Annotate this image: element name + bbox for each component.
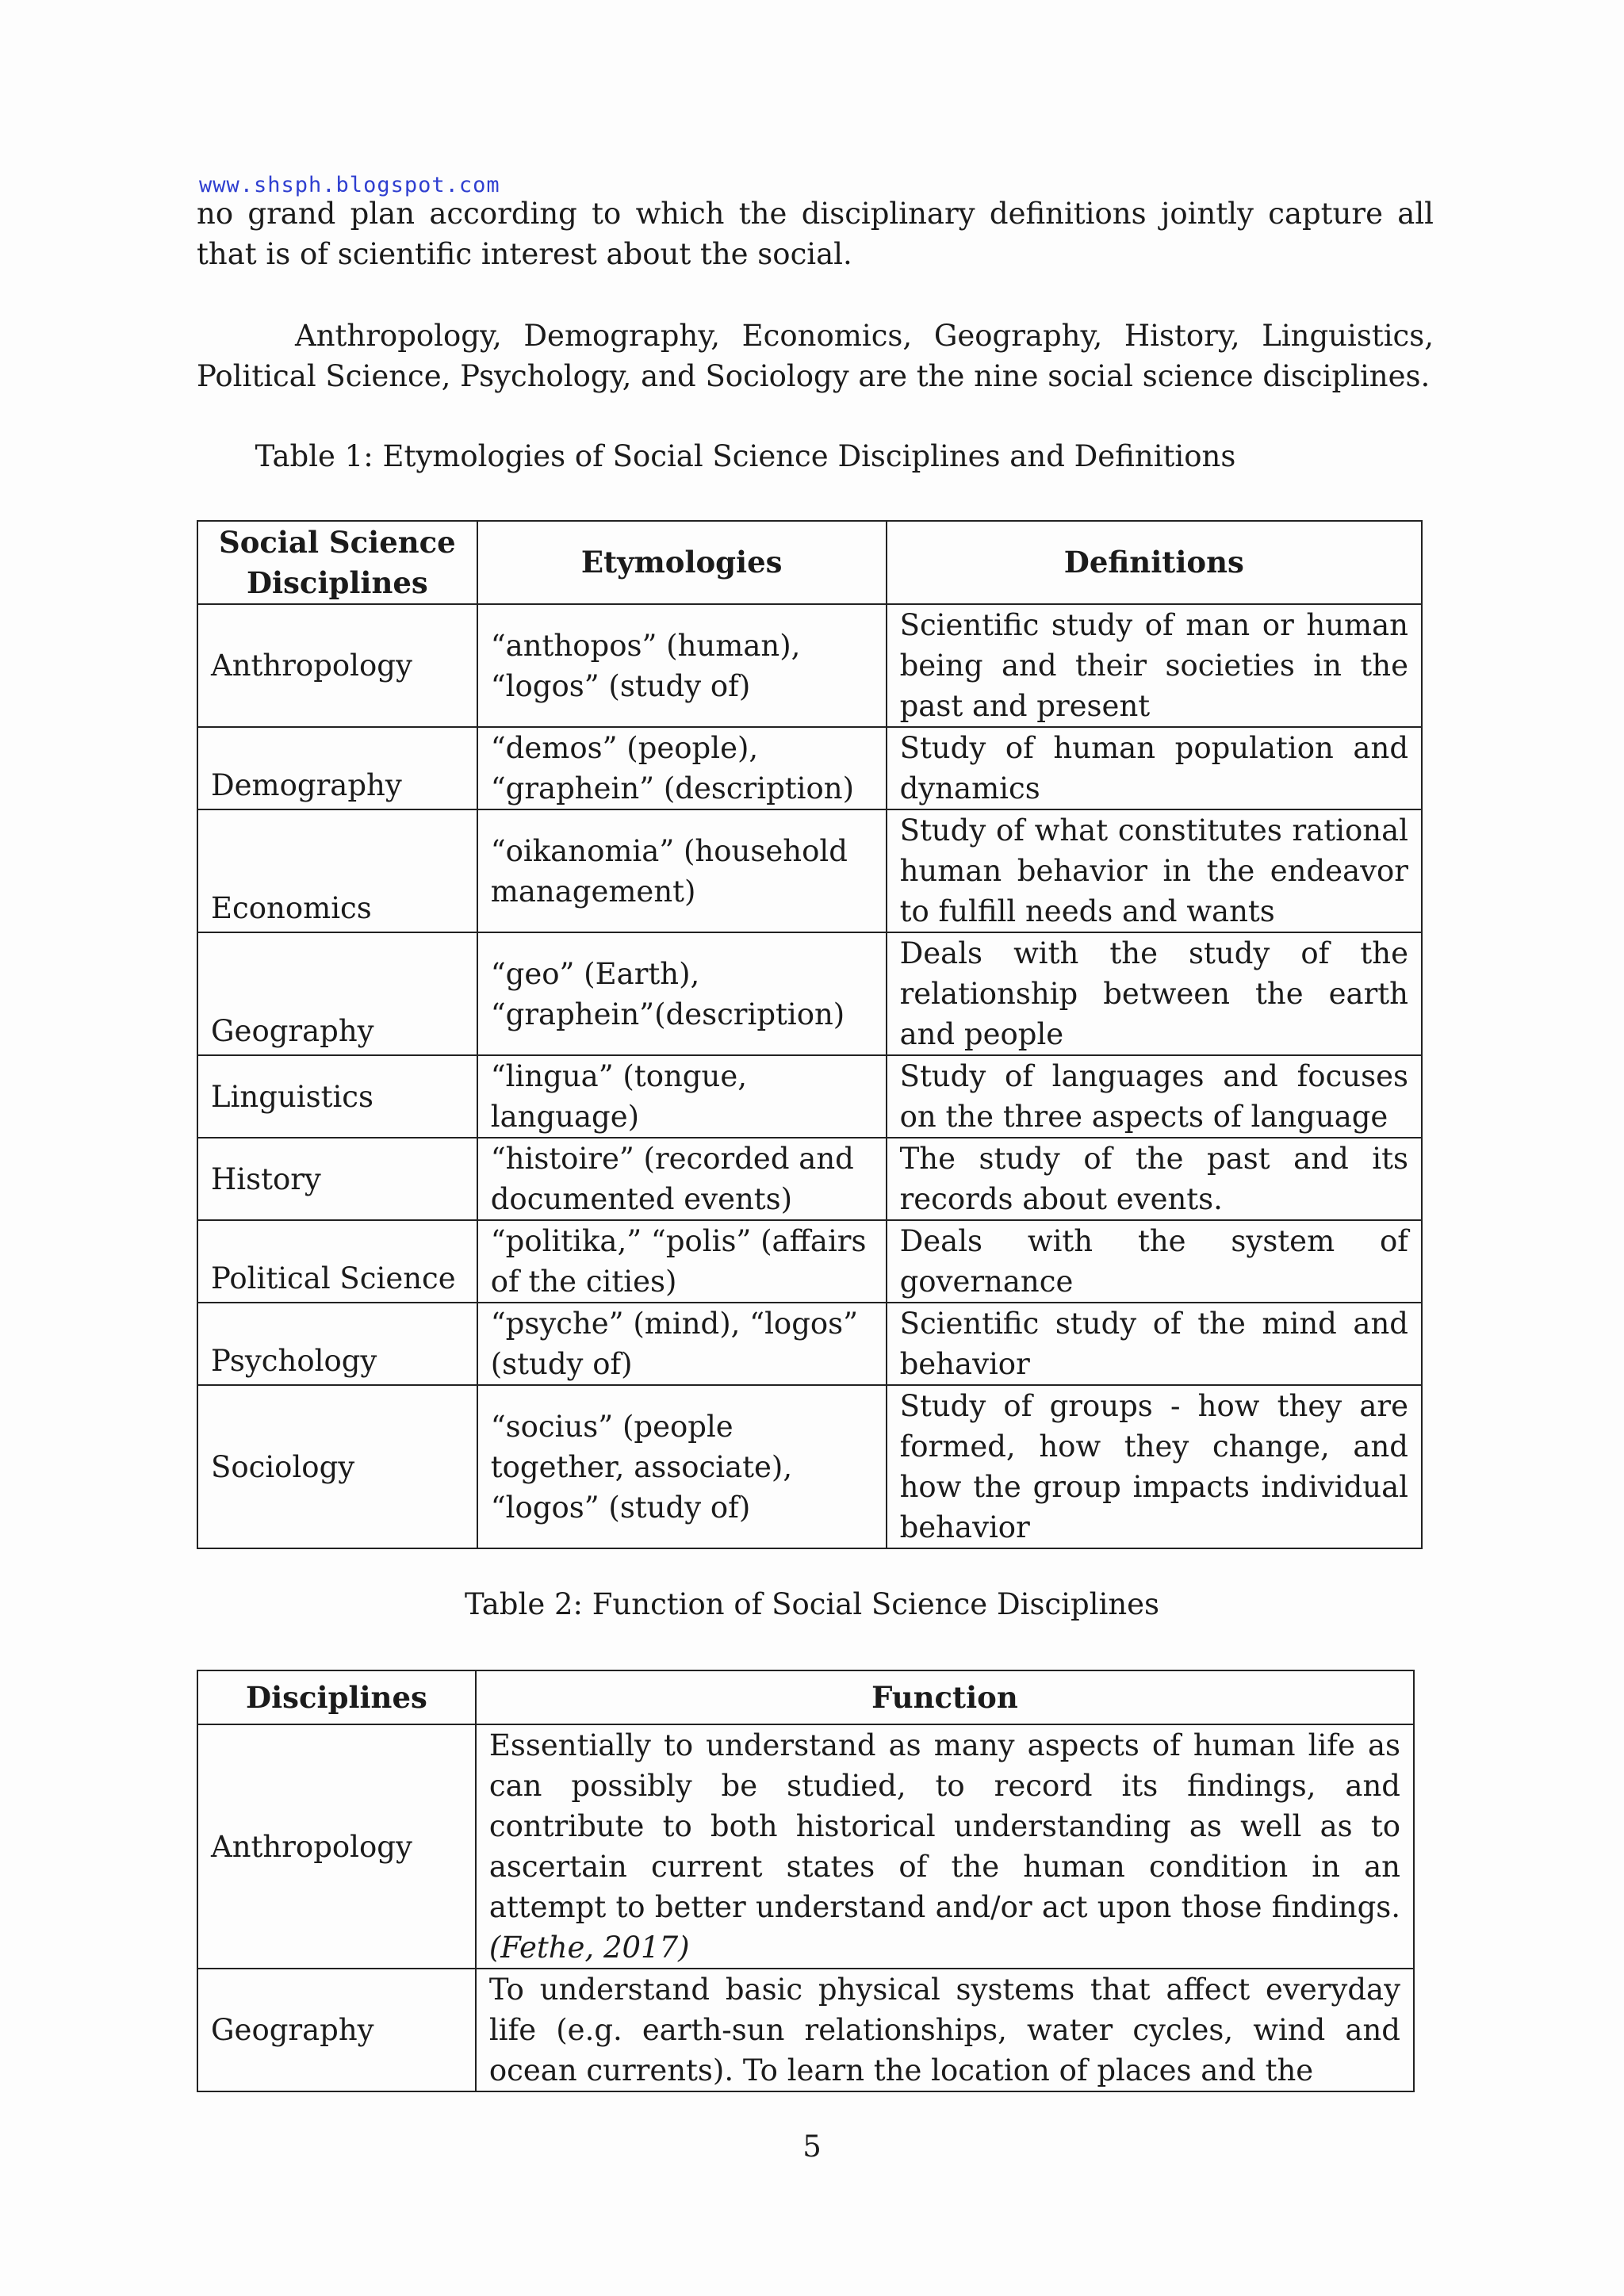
discipline-cell: Linguistics — [197, 1055, 477, 1138]
definition-cell: Scientific study of man or human being and their societies in the past and present — [887, 604, 1422, 727]
discipline-cell: History — [197, 1138, 477, 1220]
table-row — [197, 1724, 1414, 1969]
etymology-cell: “histoire” (recorded and documented events) — [477, 1138, 887, 1220]
header-etymologies: Etymologies — [477, 521, 887, 604]
header-disciplines: Disciplines — [197, 1670, 476, 1724]
etymology-cell: “demos” (people), “graphein” (description) — [477, 727, 887, 809]
definition-cell: The study of the past and its records about events. — [887, 1138, 1422, 1220]
page-number: 5 — [802, 2130, 822, 2164]
definition-cell: Scientific study of the mind and behavior — [887, 1303, 1422, 1385]
table-row — [197, 1303, 1422, 1385]
header-disciplines: Social Science Disciplines — [197, 521, 477, 604]
etymology-cell: “politika,” “polis” (affairs of the cities) — [477, 1220, 887, 1303]
table-header-row — [197, 1670, 1414, 1724]
definition-cell: Study of what constitutes rational human behavior in the endeavor to fulfill needs and wants — [887, 809, 1422, 932]
function-table — [197, 1670, 1415, 2092]
etymology-cell: “lingua” (tongue, language) — [477, 1055, 887, 1138]
table-row — [197, 604, 1422, 727]
definition-cell: Deals with the system of governance — [887, 1220, 1422, 1303]
definition-cell: Study of languages and focuses on the three aspects of language — [887, 1055, 1422, 1138]
table-row — [197, 1055, 1422, 1138]
table-header-row — [197, 521, 1422, 604]
citation: (Fethe, 2017) — [488, 1931, 690, 1965]
discipline-cell: Economics — [197, 809, 477, 932]
watermark-url: www.shsph.blogspot.com — [199, 173, 500, 197]
header-function: Function — [476, 1670, 1414, 1724]
paragraph-disciplines: Anthropology, Demography, Economics, Geography, History, Linguistics, Political Science, Psychology, and Sociology are the nine social science disciplines. — [197, 319, 1434, 393]
table-row — [197, 1385, 1422, 1548]
function-cell: To understand basic physical systems that affect everyday life (e.g. earth-sun relationships, water cycles, wind and ocean currents). To learn the location of places and the — [476, 1969, 1414, 2091]
paragraph-continuation: no grand plan according to which the disciplinary definitions jointly capture all that is of scientific interest about the social. — [197, 197, 1434, 271]
discipline-cell: Demography — [197, 727, 477, 809]
definition-cell: Deals with the study of the relationship between the earth and people — [887, 932, 1422, 1055]
etymology-cell: “oikanomia” (household management) — [477, 809, 887, 932]
table-row — [197, 1138, 1422, 1220]
header-definitions: Definitions — [887, 521, 1422, 604]
table-row — [197, 932, 1422, 1055]
etymology-cell: “anthopos” (human), “logos” (study of) — [477, 604, 887, 727]
table1-caption: Table 1: Etymologies of Social Science Disciplines and Definitions — [255, 439, 1236, 473]
table-row — [197, 809, 1422, 932]
table-row — [197, 1969, 1414, 2091]
etymology-cell: “geo” (Earth), “graphein”(description) — [477, 932, 887, 1055]
function-cell — [476, 1724, 1414, 1969]
discipline-cell: Geography — [197, 1969, 476, 2091]
discipline-cell: Political Science — [197, 1220, 477, 1303]
table2-caption: Table 2: Function of Social Science Disciplines — [464, 1587, 1160, 1621]
function-text: Essentially to understand as many aspects of human life as can possibly be studied, to record its findings, and contribute to both historical understanding as well as to ascertain current states of the human condition in an attempt to better understand and/or act upon those findings. — [488, 1728, 1400, 1924]
table-row — [197, 1220, 1422, 1303]
discipline-cell: Psychology — [197, 1303, 477, 1385]
discipline-cell: Anthropology — [197, 604, 477, 727]
etymologies-table — [197, 520, 1423, 1549]
discipline-cell: Sociology — [197, 1385, 477, 1548]
etymology-cell: “socius” (people together, associate), “logos” (study of) — [477, 1385, 887, 1548]
table-row — [197, 727, 1422, 809]
definition-cell: Study of human population and dynamics — [887, 727, 1422, 809]
etymology-cell: “psyche” (mind), “logos” (study of) — [477, 1303, 887, 1385]
definition-cell: Study of groups - how they are formed, how they change, and how the group impacts individual behavior — [887, 1385, 1422, 1548]
discipline-cell: Geography — [197, 932, 477, 1055]
discipline-cell: Anthropology — [197, 1724, 476, 1969]
